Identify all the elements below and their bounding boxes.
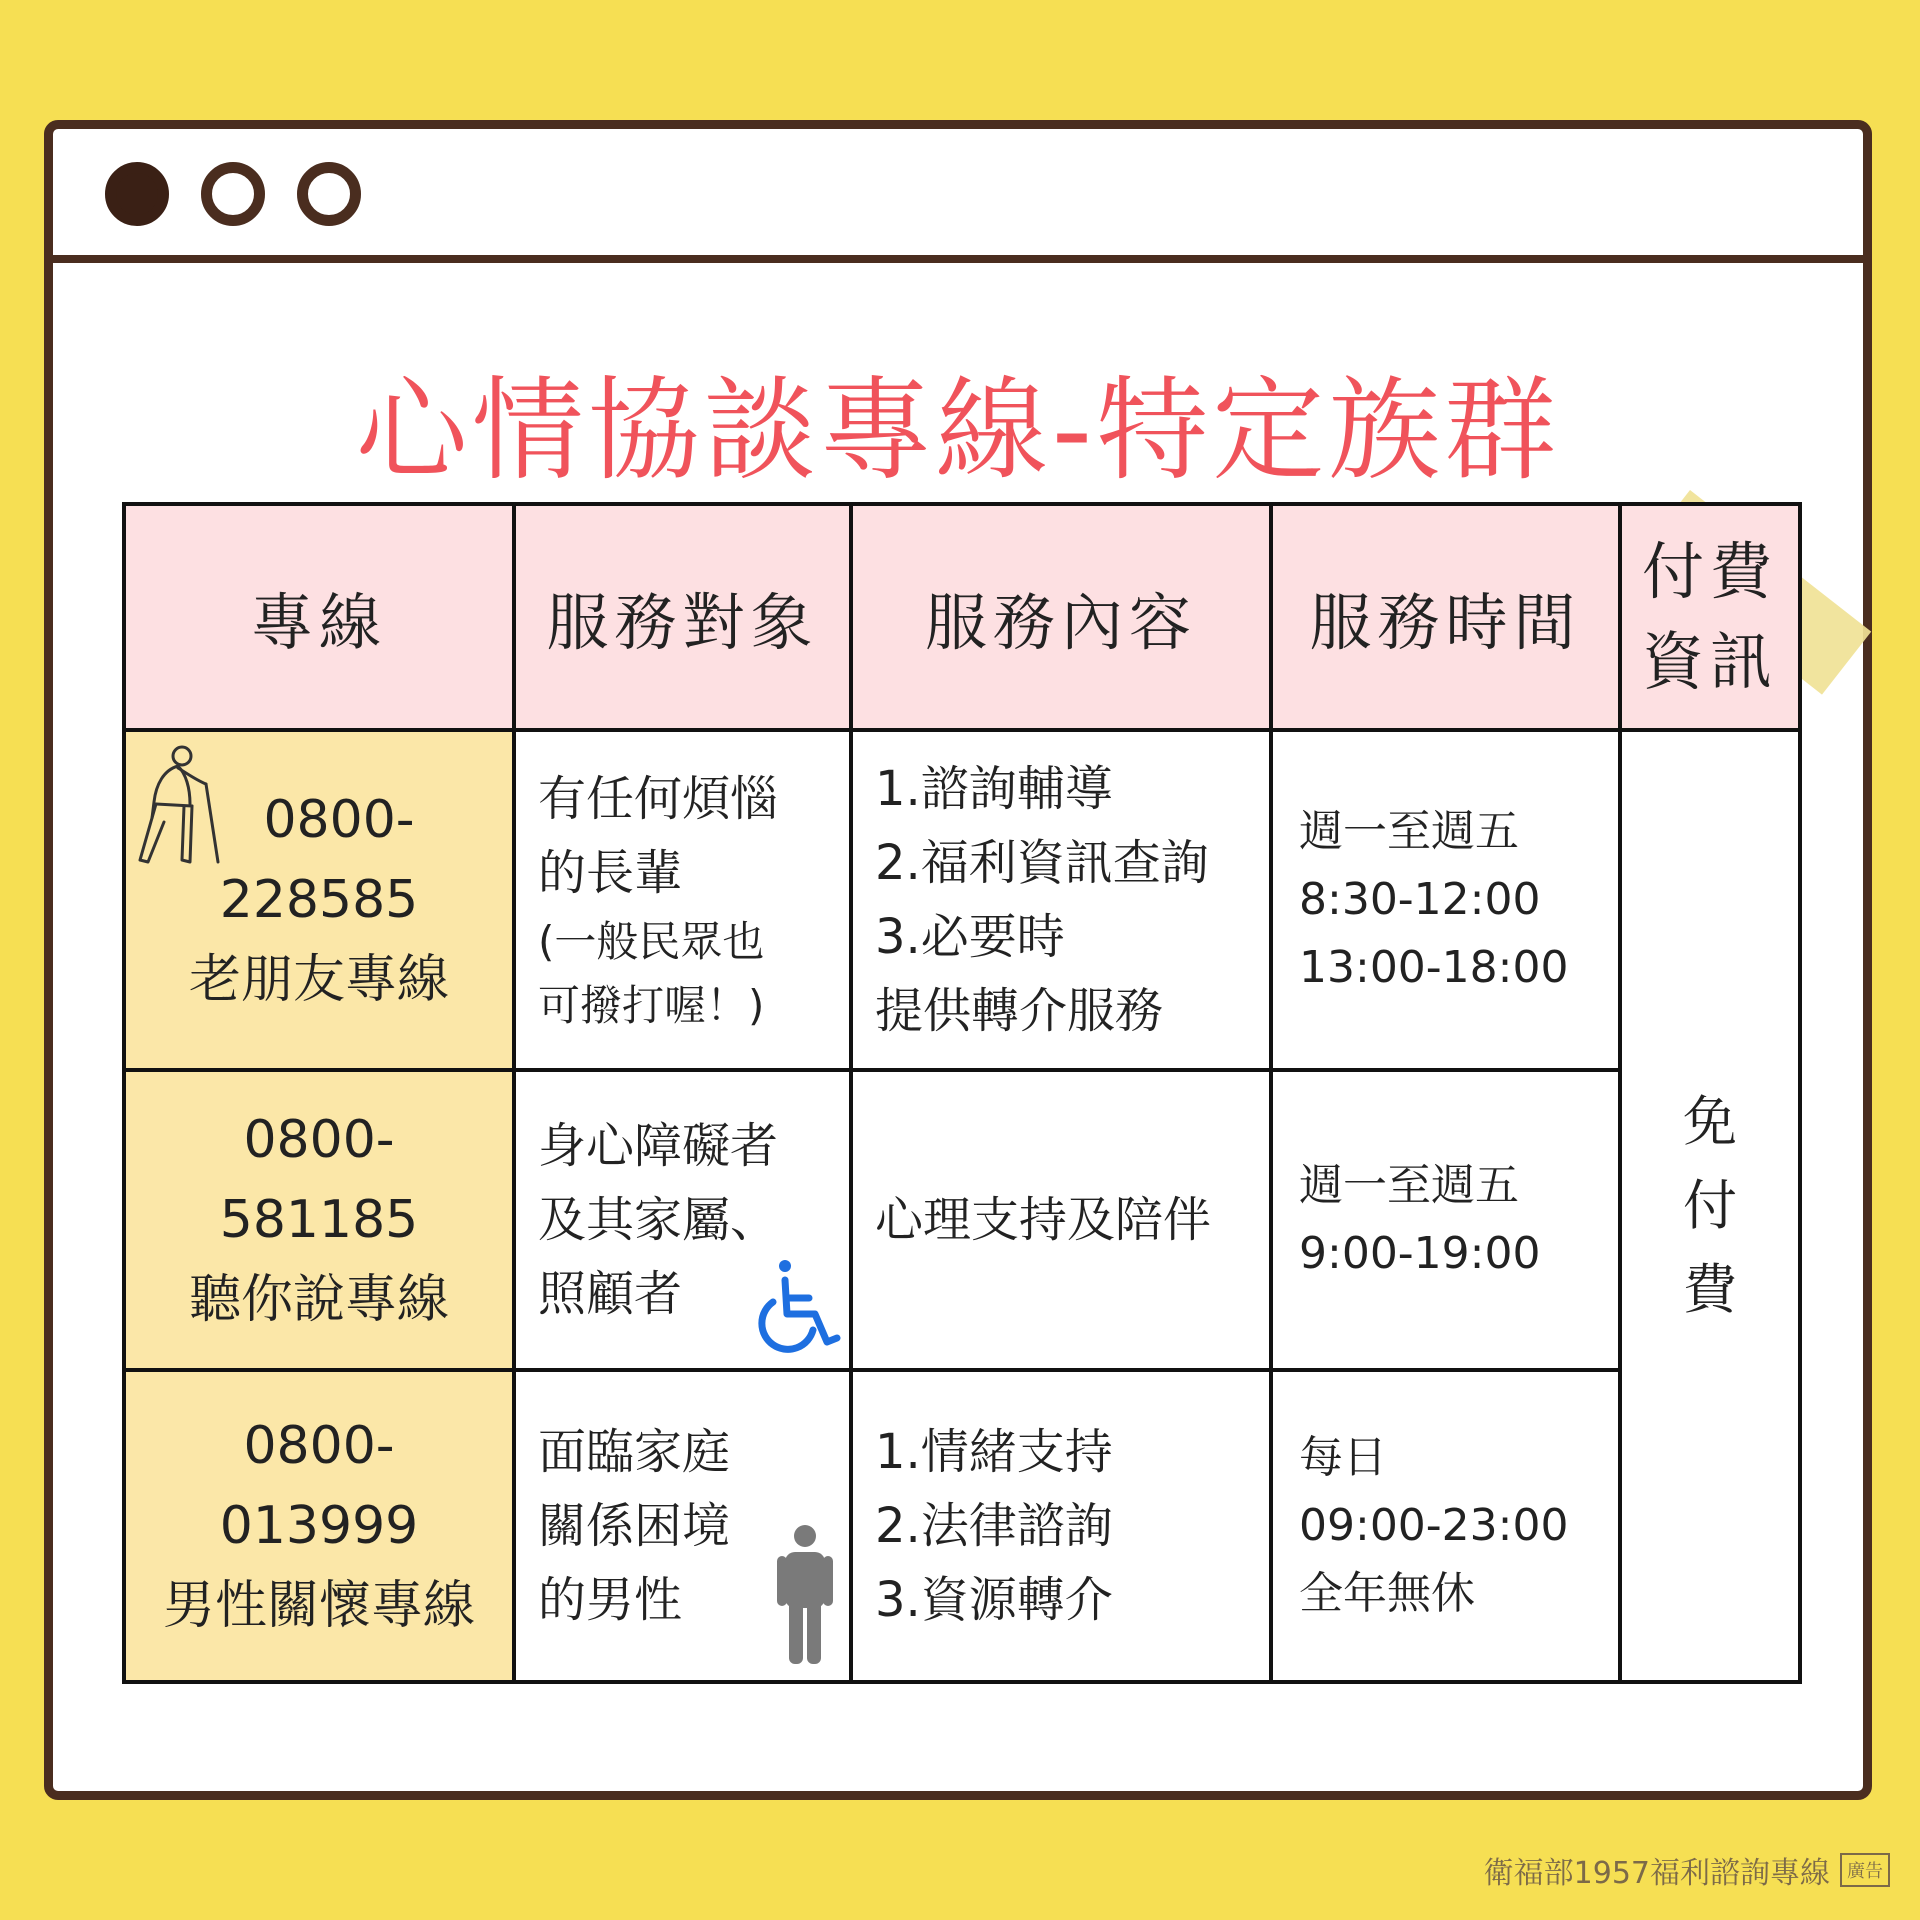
fee-text: 付 [1683, 1174, 1737, 1237]
hotline-number: 013999 [219, 1496, 419, 1556]
hotline-number: 0800- [243, 1416, 395, 1476]
ad-badge: 廣告 [1840, 1853, 1890, 1887]
hotline-number: 0800- [263, 790, 415, 850]
content-text: 3.必要時 [875, 909, 1065, 965]
content-text: 提供轉介服務 [875, 983, 1164, 1039]
table-header-row [124, 504, 1800, 730]
target-text: 關係困境 [538, 1498, 731, 1554]
target-text: 的男性 [538, 1572, 683, 1628]
target-note: (一般民眾也 [538, 917, 765, 966]
hotline-cell [124, 730, 514, 1070]
content-cell [851, 730, 1271, 1070]
hotline-number: 0800- [243, 1110, 395, 1170]
content-cell [851, 1070, 1271, 1370]
target-text: 的長輩 [538, 845, 683, 901]
window-titlebar [53, 129, 1863, 263]
content-text: 3.資源轉介 [875, 1572, 1113, 1628]
footer-text: 衛福部1957福利諮詢專線 [1483, 1856, 1830, 1891]
fee-cell [1620, 730, 1800, 1682]
column-header-content: 服務內容 [851, 504, 1271, 730]
hotline-name: 老朋友專線 [188, 950, 449, 1010]
target-cell [514, 1070, 851, 1370]
hours-text: 週一至週五 [1299, 806, 1519, 857]
column-header-target: 服務對象 [514, 504, 851, 730]
hours-text: 9:00-19:00 [1299, 1228, 1541, 1279]
target-note: 可撥打喔！) [538, 981, 765, 1030]
target-text: 及其家屬、 [538, 1192, 779, 1248]
target-text: 有任何煩惱 [538, 771, 779, 827]
content-text: 1.情緒支持 [875, 1424, 1113, 1480]
fee-text: 費 [1683, 1258, 1737, 1321]
content-text: 2.福利資訊查詢 [875, 835, 1209, 891]
hours-text: 全年無休 [1299, 1568, 1475, 1619]
hours-text: 8:30-12:00 [1299, 874, 1541, 925]
target-cell [514, 730, 851, 1070]
fee-header-line: 付費 [1641, 535, 1778, 608]
window-dot-outline-icon [297, 162, 361, 226]
elderly-person-icon [134, 744, 224, 864]
page-title: 心情協談專線-特定族群 [355, 366, 1561, 496]
hours-text: 09:00-23:00 [1299, 1500, 1569, 1551]
hours-cell [1271, 1370, 1620, 1682]
hours-cell [1271, 730, 1620, 1070]
hotline-cell [124, 1370, 514, 1682]
target-text: 面臨家庭 [538, 1424, 731, 1480]
table-row [124, 730, 1800, 1070]
hours-text: 週一至週五 [1299, 1160, 1519, 1211]
hotline-name: 聽你說專線 [188, 1270, 449, 1330]
column-header-hours: 服務時間 [1271, 504, 1620, 730]
content-text: 心理支持及陪伴 [875, 1192, 1212, 1248]
content-text: 2.法律諮詢 [875, 1498, 1113, 1554]
hours-text: 每日 [1299, 1432, 1387, 1483]
column-header-fee [1620, 504, 1800, 730]
hotline-cell [124, 1070, 514, 1370]
hotline-number: 581185 [219, 1190, 419, 1250]
fee-text: 免 [1683, 1090, 1737, 1153]
hotline-name: 男性關懷專線 [162, 1576, 475, 1636]
content-text: 1.諮詢輔導 [875, 761, 1113, 817]
window-dot-filled-icon [105, 162, 169, 226]
man-icon [777, 1524, 833, 1664]
column-header-hotline: 專線 [124, 504, 514, 730]
footer-credit [1484, 1848, 1890, 1892]
table-row [124, 1070, 1800, 1370]
target-text: 身心障礙者 [538, 1118, 779, 1174]
wheelchair-icon [755, 1256, 841, 1356]
target-cell [514, 1370, 851, 1682]
target-text: 照顧者 [538, 1266, 683, 1322]
hotline-table [122, 502, 1802, 1684]
content-cell [851, 1370, 1271, 1682]
hours-cell [1271, 1070, 1620, 1370]
window-dot-outline-icon [201, 162, 265, 226]
fee-header-line: 資訊 [1641, 625, 1778, 698]
hotline-number: 228585 [219, 870, 419, 930]
table-row [124, 1370, 1800, 1682]
hours-text: 13:00-18:00 [1299, 942, 1569, 993]
